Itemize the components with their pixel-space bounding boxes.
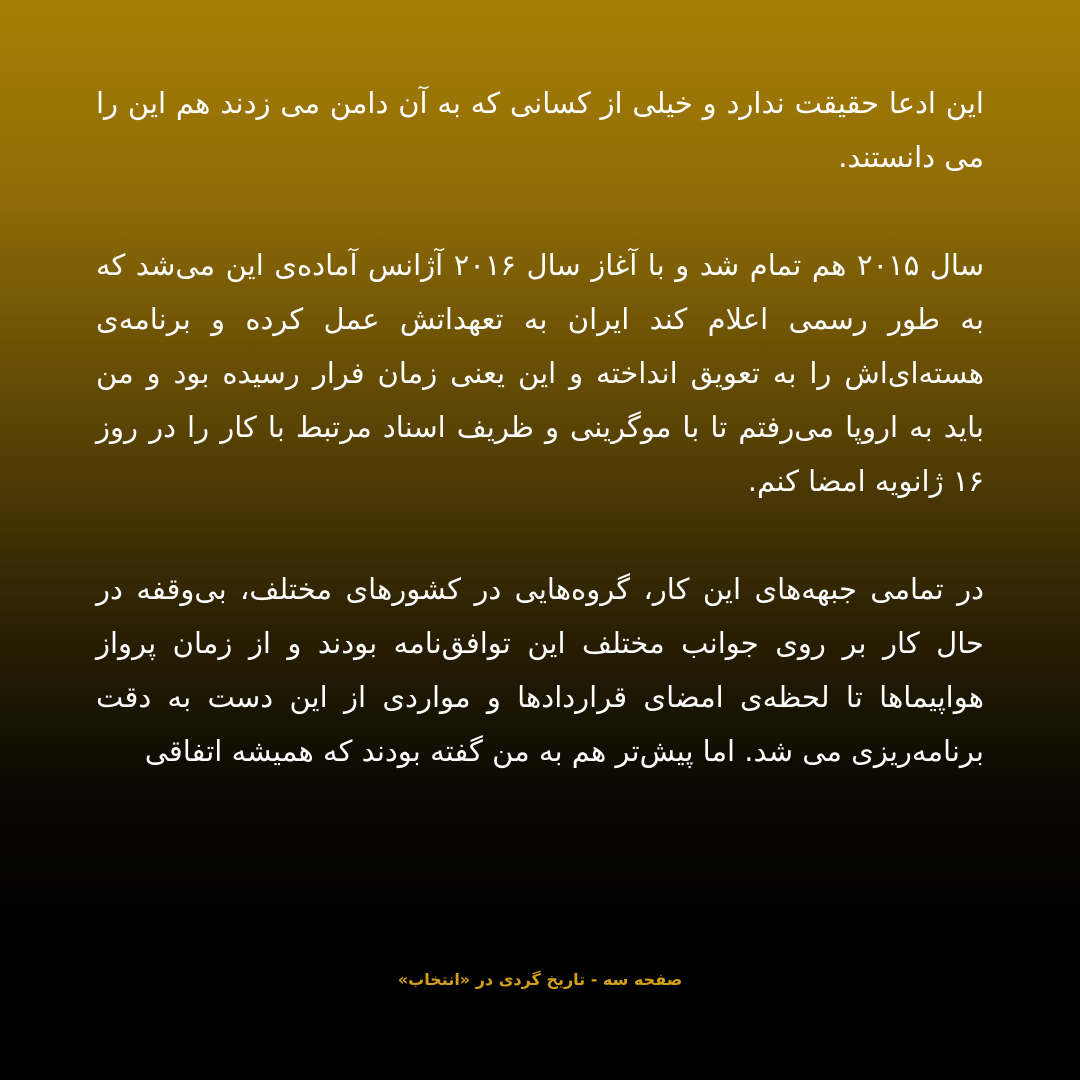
paragraph-2: سال ۲۰۱۵ هم تمام شد و با آغاز سال ۲۰۱۶ آژانس آماده‌ی این می‌شد که به طور رسمی اعلام کند ایران به تعهداتش عمل کرده و برنامه‌ی هسته‌ای‌اش را به تعویق انداخته و این یعنی زمان فرار رسیده بود و من باید به اروپا می‌رفتم تا با موگرینی و ظریف اسناد مرتبط با کار را در روز ۱۶ ژانویه امضا کنم.: [96, 248, 984, 498]
paragraph-1: این ادعا حقیقت ندارد و خیلی از کسانی که به آن دامن می زدند هم این را می دانستند.: [96, 86, 984, 174]
paragraph-3: در تمامی جبهه‌های این کار، گروه‌هایی در کشورهای مختلف، بی‌وقفه در حال کار بر روی جوانب مختلف این توافق‌نامه بودند و از زمان پرواز هواپیماها تا لحظه‌ی امضای قراردادها و مواردی از این دست به دقت برنامه‌ریزی می شد. اما پیش‌تر هم به من گفته بودند که همیشه اتفاقی: [96, 572, 984, 768]
page-footer-caption: صفحه سه - تاریخ گردی در «انتخاب»: [397, 970, 683, 989]
article-body: [96, 76, 984, 778]
